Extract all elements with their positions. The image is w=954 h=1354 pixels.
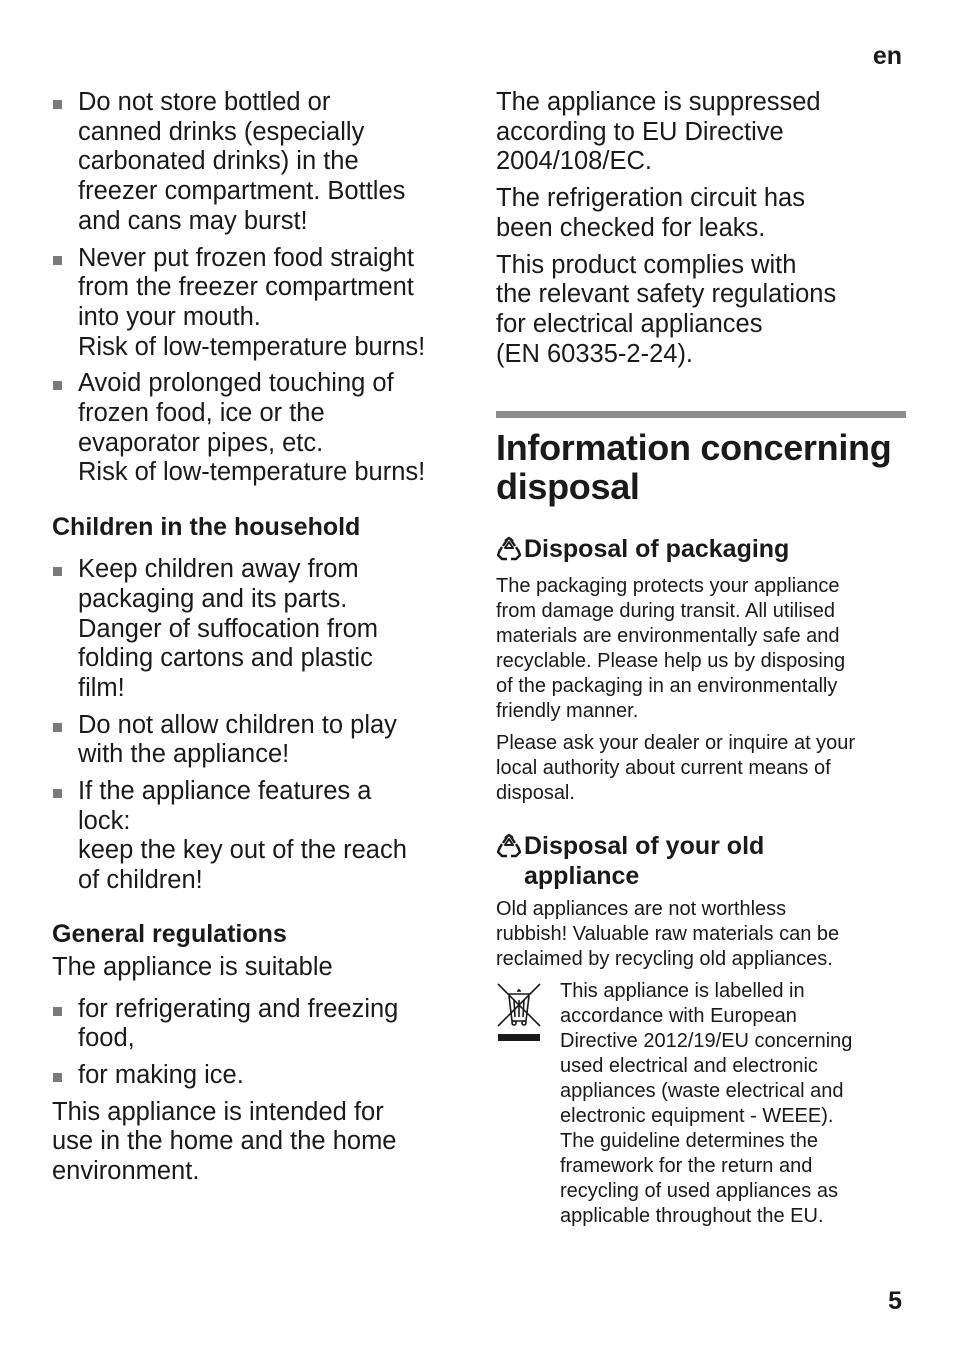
weee-notice bbox=[496, 979, 906, 1229]
right-column bbox=[496, 88, 906, 1229]
list-item bbox=[52, 244, 462, 363]
old-appliance-heading bbox=[496, 831, 906, 891]
section-title: Information concerning disposal bbox=[496, 427, 892, 508]
bullet-square-icon bbox=[53, 567, 62, 576]
bullet-text: Never put frozen food straight from the freezer compartment into your mouth. Risk of low-temperature burns! bbox=[78, 243, 426, 361]
general-intro: The appliance is suitable bbox=[52, 952, 333, 981]
list-item bbox=[52, 555, 462, 704]
bullet-square-icon bbox=[53, 1007, 62, 1016]
left-column bbox=[52, 88, 462, 1194]
recycle-icon bbox=[496, 831, 524, 866]
list-item bbox=[52, 995, 462, 1054]
page-number: 5 bbox=[888, 1287, 902, 1315]
packaging-paragraph: The packaging protects your appliance from damage during transit. All utilised materials are environmentally safe and recyclable. Please help us by disposing of the packaging in an environmentally friendly manner. bbox=[496, 575, 846, 723]
bullet-text: If the appliance features a lock: keep the key out of the reach of children! bbox=[78, 777, 407, 895]
old-appliance-heading-text: Disposal of your old appliance bbox=[524, 832, 765, 891]
warning-list bbox=[52, 88, 462, 488]
compliance-paragraph: This product complies with the relevant safety regulations for electrical appliances (EN 60335-2-24). bbox=[496, 250, 837, 368]
bullet-square-icon bbox=[53, 1073, 62, 1082]
old-appliance-intro: Old appliances are not worthless rubbish! Valuable raw materials can be reclaimed by recycling old appliances. bbox=[496, 898, 840, 971]
crossed-out-bin-icon bbox=[496, 979, 544, 1229]
list-item bbox=[52, 777, 462, 896]
bullet-text: Avoid prolonged touching of frozen food, ice or the evaporator pipes, etc. Risk of low-temperature burns! bbox=[78, 369, 426, 487]
bullet-square-icon bbox=[53, 381, 62, 390]
section-divider bbox=[496, 411, 906, 418]
packaging-heading-text: Disposal of packaging bbox=[524, 535, 790, 564]
bullet-text: Do not store bottled or canned drinks (especially carbonated drinks) in the freezer compartment. Bottles and cans may burst! bbox=[78, 88, 406, 235]
compliance-paragraph: The appliance is suppressed according to EU Directive 2004/108/EC. bbox=[496, 88, 821, 176]
bullet-text: Do not allow children to play with the appliance! bbox=[78, 710, 397, 769]
packaging-heading bbox=[496, 534, 906, 569]
weee-text: This appliance is labelled in accordance with European Directive 2012/19/EU concerning used electrical and electronic appliances (waste electrical and electronic equipment - WEEE). The guideline determines the framework for the return and recycling of used appliances as applicable throughout the EU. bbox=[560, 980, 853, 1228]
bullet-square-icon bbox=[53, 100, 62, 109]
children-list bbox=[52, 555, 462, 896]
bullet-square-icon bbox=[53, 789, 62, 798]
general-outro: This appliance is intended for use in the home and the home environment. bbox=[52, 1097, 397, 1186]
bullet-text: for refrigerating and freezing food, bbox=[78, 994, 399, 1053]
list-item bbox=[52, 369, 462, 488]
bullet-square-icon bbox=[53, 256, 62, 265]
bullet-text: Keep children away from packaging and its parts. Danger of suffocation from folding cartons and plastic film! bbox=[78, 555, 379, 702]
bullet-square-icon bbox=[53, 723, 62, 732]
compliance-paragraph: The refrigeration circuit has been checked for leaks. bbox=[496, 184, 805, 242]
list-item bbox=[52, 1061, 462, 1091]
packaging-paragraph: Please ask your dealer or inquire at your local authority about current means of disposal. bbox=[496, 732, 856, 805]
general-regulations-heading: General regulations bbox=[52, 919, 287, 948]
children-heading: Children in the household bbox=[52, 513, 361, 542]
bullet-text: for making ice. bbox=[78, 1060, 244, 1089]
list-item bbox=[52, 711, 462, 770]
list-item bbox=[52, 88, 462, 237]
recycle-icon bbox=[496, 534, 524, 569]
language-code: en bbox=[872, 42, 902, 70]
general-list bbox=[52, 995, 462, 1091]
